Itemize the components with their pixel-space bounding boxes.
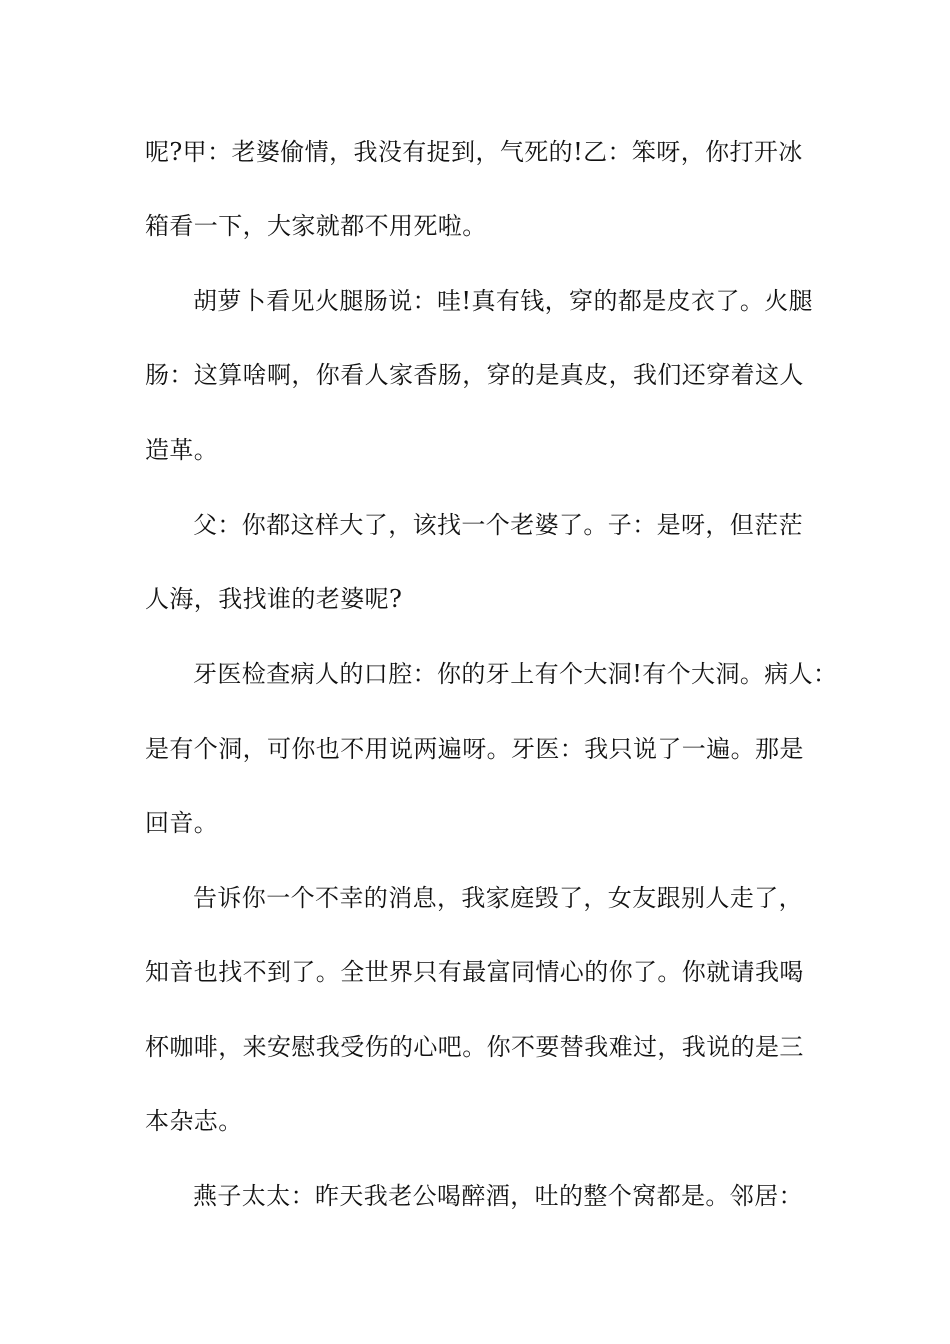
text-line: 肠：这算啥啊，你看人家香肠，穿的是真皮，我们还穿着这人 bbox=[145, 361, 804, 389]
paragraph-first-line: 父：你都这样大了，该找一个老婆了。子：是呀，但茫茫 bbox=[193, 511, 803, 539]
text-line: 杯咖啡，来安慰我受伤的心吧。你不要替我难过，我说的是三 bbox=[145, 1033, 804, 1061]
text-line: 是有个洞，可你也不用说两遍呀。牙医：我只说了一遍。那是 bbox=[145, 735, 804, 763]
text-line: 呢?甲：老婆偷情，我没有捉到，气死的!乙：笨呀，你打开冰 bbox=[145, 138, 803, 166]
paragraph-first-line: 牙医检查病人的口腔：你的牙上有个大洞!有个大洞。病人： bbox=[193, 660, 838, 688]
text-line: 知音也找不到了。全世界只有最富同情心的你了。你就请我喝 bbox=[145, 958, 804, 986]
text-line: 人海，我找谁的老婆呢? bbox=[145, 585, 403, 613]
paragraph-first-line: 告诉你一个不幸的消息，我家庭毁了，女友跟别人走了， bbox=[193, 884, 803, 912]
text-line: 本杂志。 bbox=[145, 1107, 243, 1135]
paragraph-first-line: 胡萝卜看见火腿肠说：哇!真有钱，穿的都是皮衣了。火腿 bbox=[193, 287, 814, 315]
text-line: 回音。 bbox=[145, 809, 219, 837]
paragraph-first-line: 燕子太太：昨天我老公喝醉酒，吐的整个窝都是。邻居： bbox=[193, 1182, 803, 1210]
text-line: 箱看一下，大家就都不用死啦。 bbox=[145, 212, 487, 240]
text-line: 造革。 bbox=[145, 436, 219, 464]
